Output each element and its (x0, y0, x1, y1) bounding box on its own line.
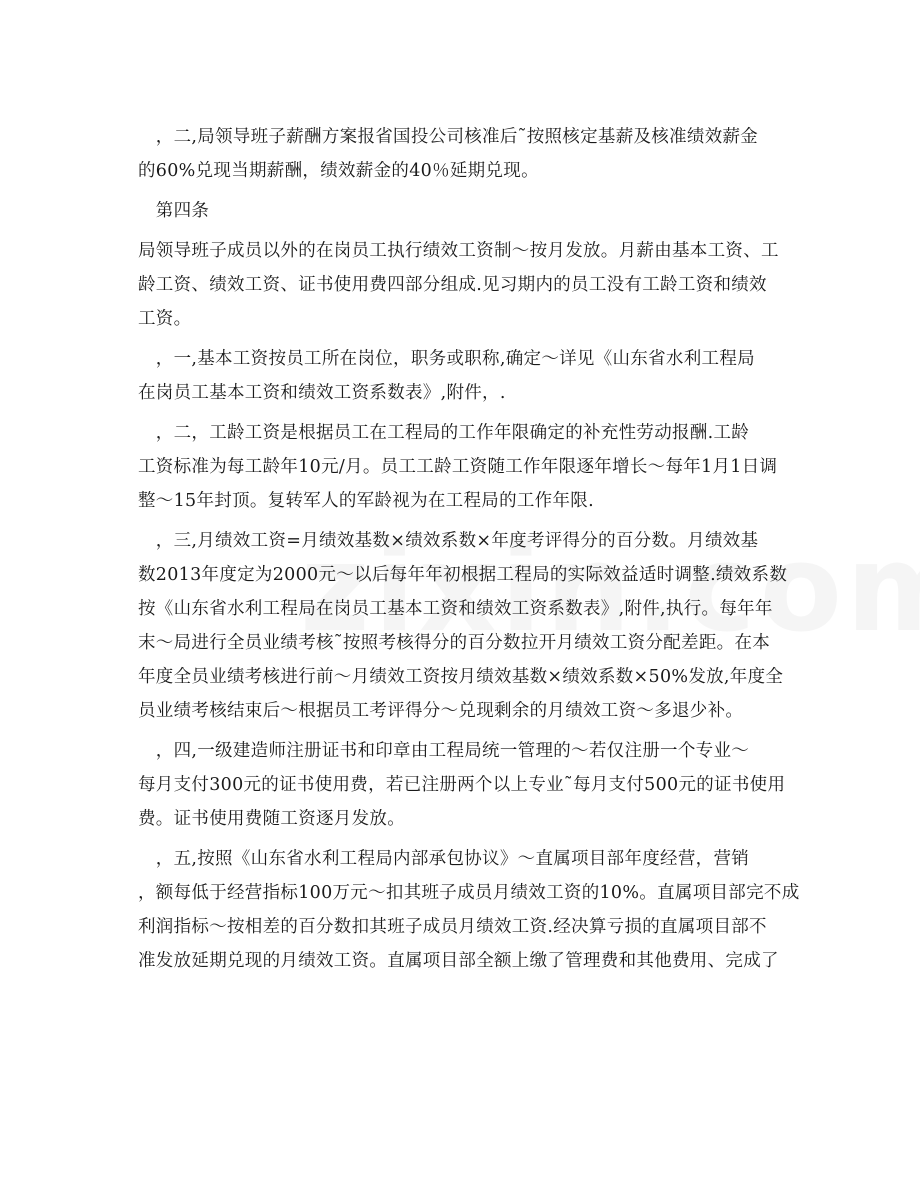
text-line: ，二，工龄工资是根据员工在工程局的工作年限确定的补充性劳动报酬.工龄 (138, 423, 750, 443)
text-line: 年度全员业绩考核进行前～月绩效工资按月绩效基数×绩效系数×50%发放,年度全 (138, 667, 784, 687)
text-line: 每月支付300元的证书使用费，若已注册两个以上专业˜每月支付500元的证书使用 (138, 775, 786, 795)
paragraph (138, 734, 786, 836)
text-line: ，一,基本工资按员工所在岗位，职务或职称,确定～详见《山东省水利工程局 (138, 349, 755, 369)
text-line: 利润指标～按相差的百分数扣其班子成员月绩效工资.经决算亏损的直属项目部不 (138, 917, 767, 937)
text-line: 按《山东省水利工程局在岗员工基本工资和绩效工资系数表》,附件,执行。每年年 (138, 599, 773, 619)
text-line: 工资。 (138, 309, 192, 329)
paragraph (138, 120, 786, 188)
paragraph (138, 842, 800, 978)
text-line: ，三,月绩效工资=月绩效基数×绩效系数×年度考评得分的百分数。月绩效基 (138, 531, 759, 551)
text-line: 末～局进行全员业绩考核˜按照考核得分的百分数拉开月绩效工资分配差距。在本 (138, 633, 771, 653)
text-line: ，额每低于经营指标100万元～扣其班子成员月绩效工资的10%。直属项目部完不成 (138, 883, 800, 903)
text-line: 员业绩考核结束后～根据员工考评得分～兑现剩余的月绩效工资～多退少补。 (138, 701, 744, 721)
text-line: 局领导班子成员以外的在岗员工执行绩效工资制～按月发放。月薪由基本工资、工 (138, 241, 779, 261)
paragraph (138, 342, 786, 410)
text-line: 准发放延期兑现的月绩效工资。直属项目部全额上缴了管理费和其他费用、完成了 (138, 951, 779, 971)
text-line: ，五,按照《山东省水利工程局内部承包协议》～直属项目部年度经营，营销 (138, 849, 750, 869)
paragraph (138, 234, 786, 336)
text-line: 龄工资、绩效工资、证书使用费四部分组成.见习期内的员工没有工龄工资和绩效 (138, 275, 767, 295)
paragraph (138, 524, 786, 728)
document-body (138, 120, 800, 978)
text-line: 第四条 (138, 201, 210, 221)
text-line: ，四,一级建造师注册证书和印章由工程局统一管理的～若仅注册一个专业～ (138, 741, 750, 761)
paragraph (138, 416, 786, 518)
text-line: 在岗员工基本工资和绩效工资系数表》,附件，. (138, 383, 506, 403)
text-line: 工资标准为每工龄年10元/月。员工工龄工资随工作年限逐年增长～每年1月1日调 (138, 457, 778, 477)
text-line: 费。证书使用费随工资逐月发放。 (138, 809, 405, 829)
text-line: 的60%兑现当期薪酬，绩效薪金的40％延期兑现。 (138, 161, 539, 181)
text-line: 整～15年封顶。复转军人的军龄视为在工程局的工作年限. (138, 491, 594, 511)
text-line: ，二,局领导班子薪酬方案报省国投公司核准后˜按照核定基薪及核准绩效薪金 (138, 127, 759, 147)
paragraph (138, 194, 786, 228)
text-line: 数2013年度定为2000元～以后每年年初根据工程局的实际效益适时调整.绩效系数 (138, 565, 788, 585)
